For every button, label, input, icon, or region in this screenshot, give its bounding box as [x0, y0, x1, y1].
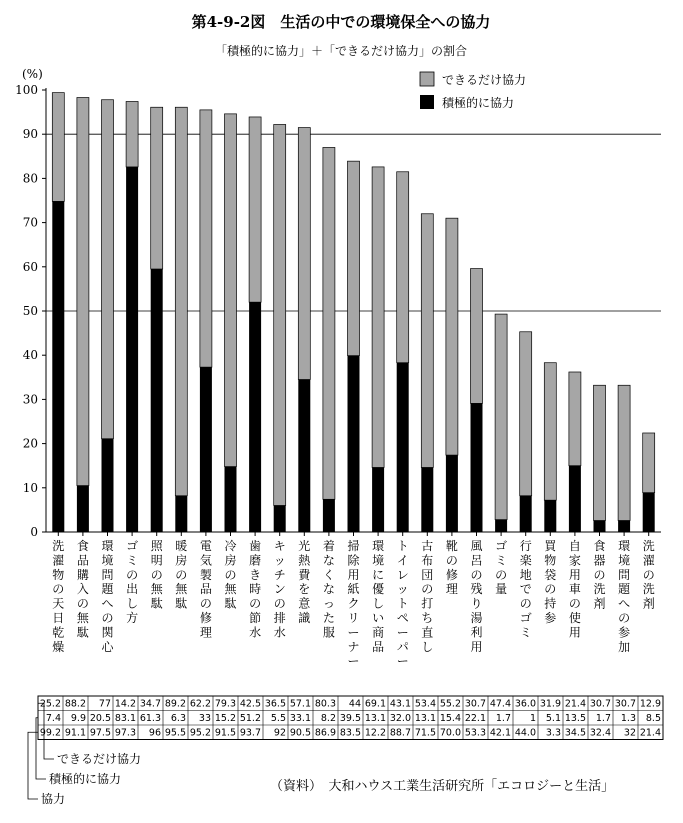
bar-active-24: [643, 493, 655, 532]
table-row-callout-line-2: [28, 732, 38, 799]
table-cell: 89.2: [164, 698, 186, 710]
table-cell: 33: [198, 713, 211, 724]
table-cell: 36.0: [514, 698, 536, 710]
category-label-16: 靴の修理: [445, 539, 458, 597]
table-cell: 61.3: [139, 713, 161, 724]
table-cell: 31.9: [539, 698, 561, 710]
table-cell: 15.4: [439, 713, 461, 724]
category-label-7: 冷房の無駄: [224, 539, 237, 611]
bar-active-16: [446, 455, 458, 532]
table-cell: 14.2: [114, 698, 136, 710]
bar-partial-18: [495, 314, 507, 520]
table-cell: 30.7: [589, 698, 611, 710]
table-cell: 91.5: [214, 727, 236, 739]
bar-active-14: [397, 363, 409, 532]
source-note: （資料） 大和ハウス工業生活研究所「エコロジーと生活」: [270, 779, 615, 794]
table-cell: 95.5: [164, 727, 186, 739]
bar-active-17: [471, 403, 483, 532]
bar-partial-10: [298, 128, 310, 380]
bar-partial-4: [151, 107, 163, 269]
table-cell: 1.7: [495, 713, 511, 724]
category-label-5: 暖房の無駄: [175, 539, 188, 611]
bar-active-2: [102, 439, 114, 532]
table-cell: 3.3: [545, 727, 561, 739]
y-tick-label-30: 30: [22, 392, 38, 407]
category-label-15: 古布団の打ち直し: [421, 539, 434, 654]
table-cell: 83.5: [339, 727, 361, 739]
table-cell: 1.3: [620, 713, 636, 724]
bar-active-15: [421, 467, 433, 532]
y-tick-label-100: 100: [15, 83, 38, 97]
table-cell: 5.5: [270, 713, 286, 724]
category-label-12: 掃除用紙クリーナー: [347, 539, 360, 669]
table-cell: 21.4: [639, 727, 661, 739]
table-cell: 13.1: [414, 713, 436, 724]
table-cell: 9.9: [70, 713, 86, 724]
bar-partial-1: [77, 98, 89, 486]
category-label-13: 環境に優しい商品: [372, 539, 385, 654]
legend-label-partial: できるだけ協力: [442, 73, 527, 87]
table-cell: 42.5: [239, 698, 261, 710]
bar-active-5: [175, 496, 187, 532]
table-cell: 70.0: [439, 727, 461, 739]
table-cell: 33.1: [289, 713, 311, 724]
table-cell: 44.0: [514, 727, 536, 739]
category-label-1: 食品購入の無駄: [76, 539, 89, 640]
bar-active-23: [618, 521, 630, 532]
bar-partial-16: [446, 218, 458, 455]
table-cell: 99.2: [39, 727, 61, 739]
bar-partial-5: [175, 107, 187, 496]
y-tick-label-40: 40: [22, 348, 38, 363]
bar-partial-0: [52, 93, 64, 202]
bar-active-12: [348, 356, 360, 532]
table-cell: 55.2: [439, 698, 461, 710]
table-cell: 57.1: [289, 698, 311, 710]
category-label-11: 着なくなった服: [322, 539, 335, 640]
y-tick-label-20: 20: [22, 436, 38, 451]
table-cell: 32.4: [589, 727, 611, 739]
table-cell: 36.5: [264, 698, 286, 710]
table-cell: 92: [273, 727, 286, 739]
table-cell: 47.4: [489, 698, 511, 710]
category-label-18: ゴミの量: [495, 539, 508, 597]
bar-partial-22: [594, 385, 606, 520]
table-cell: 83.1: [114, 713, 136, 724]
bar-active-3: [126, 167, 138, 532]
table-row-label-0: できるだけ協力: [57, 752, 142, 766]
table-cell: 25.2: [39, 698, 61, 710]
table-cell: 42.1: [489, 727, 511, 739]
legend: [420, 72, 526, 110]
table-cell: 80.3: [314, 698, 336, 710]
table-cell: 86.9: [314, 727, 336, 739]
bar-active-18: [495, 520, 507, 532]
table-cell: 34.7: [139, 698, 161, 710]
table-cell: 13.5: [564, 713, 586, 724]
category-label-9: キッチンの排水: [273, 539, 286, 640]
table-cell: 6.3: [170, 713, 186, 724]
legend-label-active: 積極的に協力: [442, 96, 515, 110]
bar-active-13: [372, 467, 384, 532]
bar-partial-21: [569, 372, 581, 466]
table-cell: 88.7: [389, 727, 411, 739]
bar-partial-24: [643, 433, 655, 493]
chart-title: 第4-9-2図 生活の中での環境保全への協力: [191, 13, 491, 31]
table-cell: 62.2: [189, 698, 211, 710]
bar-partial-11: [323, 147, 335, 499]
table-row-label-1: 積極的に協力: [49, 772, 122, 786]
table-cell: 69.1: [364, 698, 386, 710]
category-label-3: ゴミの出し方: [126, 539, 139, 625]
table-cell: 91.1: [64, 727, 86, 739]
category-label-19: 行楽地でのゴミ: [519, 539, 532, 640]
category-label-4: 照明の無駄: [150, 539, 163, 611]
y-tick-label-80: 80: [22, 171, 38, 186]
category-label-0: 洗濯物の天日乾燥: [52, 539, 65, 654]
table-cell: 97.5: [89, 727, 111, 739]
bar-partial-20: [544, 363, 556, 500]
bar-partial-7: [225, 114, 237, 467]
table-cell: 88.2: [64, 698, 86, 710]
bar-active-9: [274, 505, 286, 532]
bar-active-10: [298, 380, 310, 532]
category-label-2: 環境問題への関心: [101, 539, 114, 654]
table-cell: 90.5: [289, 727, 311, 739]
table-cell: 12.9: [639, 698, 661, 710]
table-cell: 20.5: [89, 713, 111, 724]
y-axis-unit: (%): [22, 67, 43, 81]
category-label-21: 自家用車の使用: [568, 539, 581, 640]
bar-active-20: [544, 500, 556, 532]
table-cell: 13.1: [364, 713, 386, 724]
table-cell: 43.1: [389, 698, 411, 710]
table-cell: 21.4: [564, 698, 586, 710]
category-label-6: 電気製品の修理: [199, 539, 212, 640]
table-cell: 30.7: [614, 698, 636, 710]
table-cell: 32: [623, 727, 636, 739]
table-cell: 53.3: [464, 727, 486, 739]
table-cell: 1.7: [595, 713, 611, 724]
y-tick-label-10: 10: [22, 480, 38, 495]
y-tick-label-60: 60: [22, 259, 38, 274]
bar-active-4: [151, 269, 163, 532]
category-label-17: 風呂の残り湯利用: [470, 539, 483, 654]
bar-partial-9: [274, 124, 286, 505]
bar-partial-2: [102, 100, 114, 439]
bar-partial-3: [126, 101, 138, 166]
category-label-24: 洗濯の洗剤: [642, 539, 655, 611]
table-cell: 93.7: [239, 727, 261, 739]
table-cell: 79.3: [214, 698, 236, 710]
bar-active-7: [225, 467, 237, 532]
table-cell: 1: [529, 713, 536, 724]
table-cell: 12.2: [364, 727, 386, 739]
table-cell: 8.5: [645, 713, 661, 724]
bar-active-22: [594, 521, 606, 532]
bar-active-0: [52, 201, 64, 532]
bar-partial-6: [200, 110, 212, 367]
table-cell: 32.0: [389, 713, 411, 724]
bar-partial-12: [348, 161, 360, 355]
bar-active-11: [323, 499, 335, 532]
category-label-20: 買物袋の持参: [544, 539, 557, 625]
bar-partial-17: [471, 269, 483, 404]
bar-partial-13: [372, 167, 384, 468]
bar-partial-19: [520, 332, 532, 496]
bar-active-6: [200, 367, 212, 532]
table-row-label-2: 協力: [41, 792, 66, 806]
table-cell: 7.4: [45, 713, 61, 724]
category-label-23: 環境問題への参加: [618, 539, 631, 654]
y-tick-label-50: 50: [22, 304, 38, 318]
table-cell: 5.1: [545, 713, 561, 724]
bar-active-1: [77, 486, 89, 532]
table-cell: 53.4: [414, 698, 436, 710]
table-cell: 44: [348, 698, 361, 710]
table-cell: 22.1: [464, 713, 486, 724]
chart-subtitle: 「積極的に協力」＋「できるだけ協力」の割合: [214, 44, 468, 58]
bar-partial-23: [618, 385, 630, 520]
table-cell: 96: [148, 727, 161, 739]
bar-partial-14: [397, 172, 409, 363]
table-cell: 30.7: [464, 698, 486, 710]
table-cell: 51.2: [239, 713, 261, 724]
legend-swatch-partial: [420, 72, 434, 86]
y-tick-label-0: 0: [30, 525, 38, 539]
bar-active-19: [520, 496, 532, 532]
legend-swatch-active: [420, 95, 434, 109]
table-cell: 15.2: [214, 713, 236, 724]
bar-active-21: [569, 466, 581, 532]
category-label-10: 光熱費を意識: [298, 539, 311, 625]
category-label-14: トイレットペーパー: [396, 539, 409, 669]
table-cell: 97.3: [114, 727, 136, 739]
category-label-8: 歯磨き時の節水: [249, 539, 262, 640]
bar-partial-15: [421, 214, 433, 468]
table-cell: 39.5: [339, 713, 361, 724]
y-tick-label-70: 70: [22, 215, 38, 230]
category-label-22: 食器の洗剤: [593, 539, 606, 611]
table-cell: 34.5: [564, 727, 586, 739]
bar-active-8: [249, 302, 261, 532]
table-cell: 71.5: [414, 727, 436, 739]
table-cell: 95.2: [189, 727, 211, 739]
bar-partial-8: [249, 117, 261, 302]
table-cell: 8.2: [320, 713, 336, 724]
table-cell: 77: [98, 698, 111, 710]
y-tick-label-90: 90: [22, 127, 38, 142]
